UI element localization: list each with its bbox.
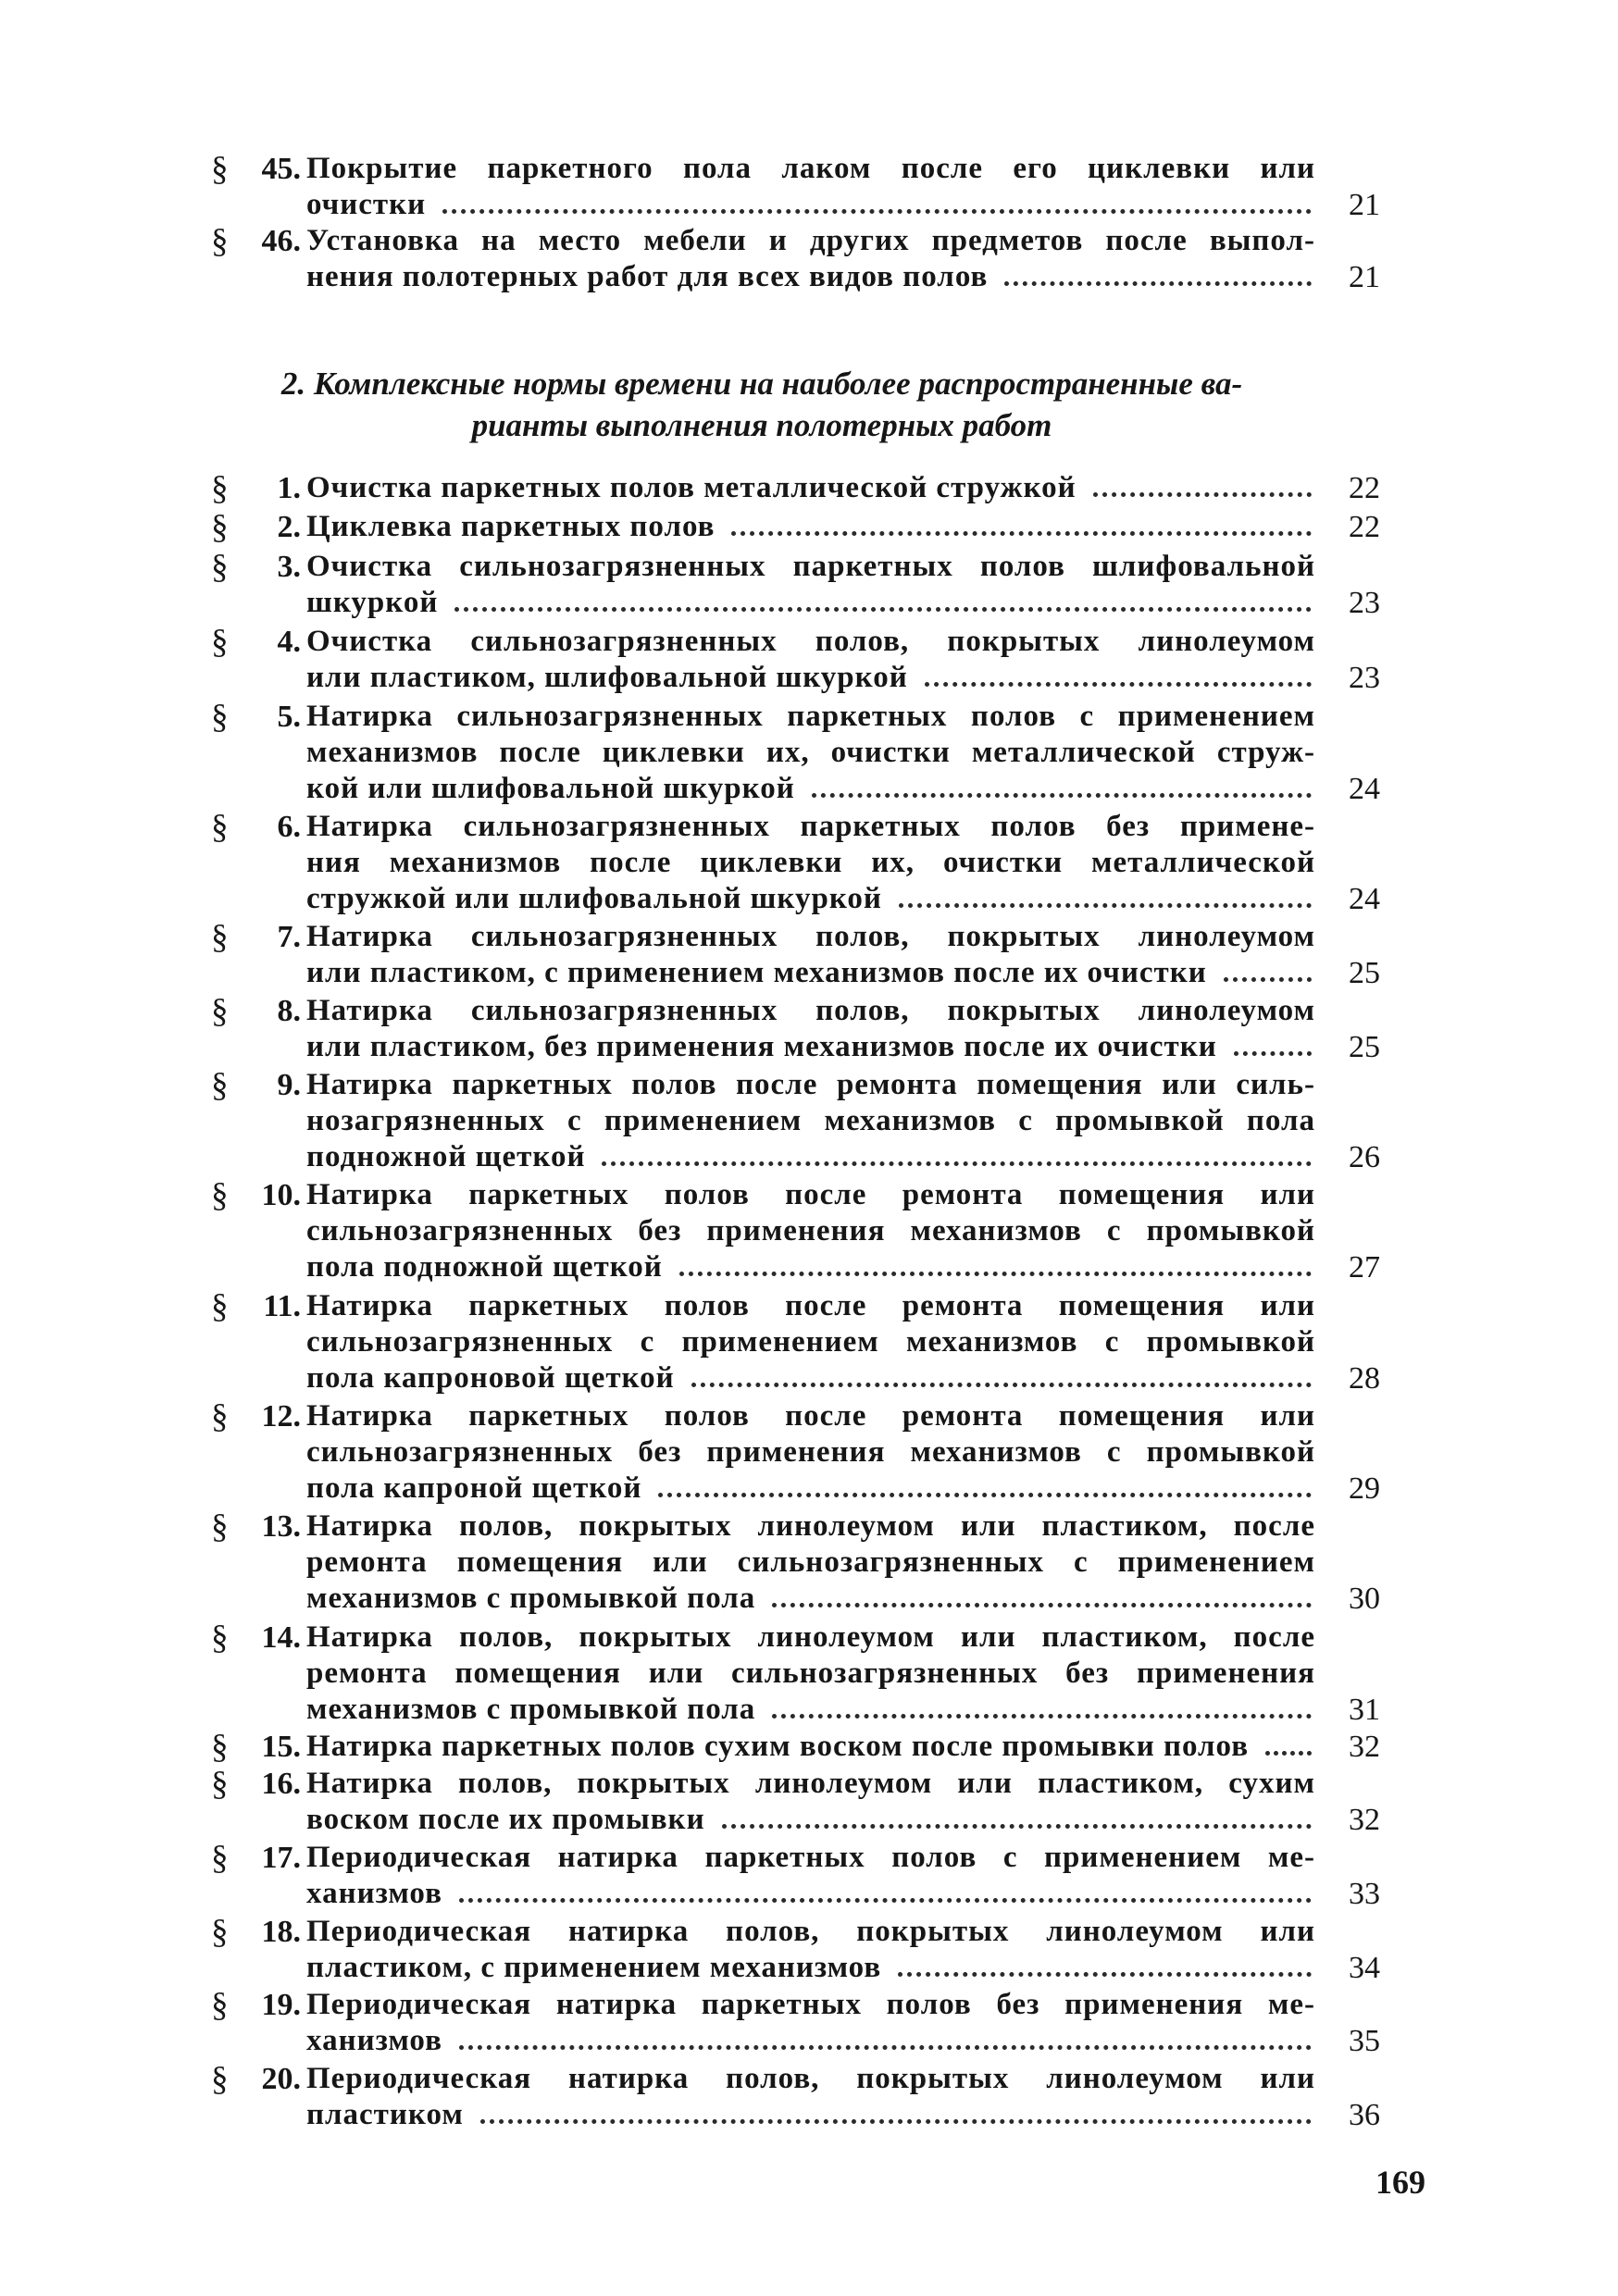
entry-title-last-line bbox=[306, 2023, 1315, 2059]
section-heading-line: 2. Комплексные нормы времени на наиболее распространенные ва- bbox=[280, 366, 1243, 402]
entry-number: 9. bbox=[277, 1068, 301, 1102]
entry-title-last-line bbox=[306, 771, 1315, 807]
dot-leader bbox=[1093, 492, 1312, 497]
section-sign: § bbox=[211, 150, 229, 188]
dot-leader bbox=[731, 531, 1312, 536]
entry-title-line: подножной щеткой bbox=[306, 1140, 586, 1173]
entry-title-last-line bbox=[306, 2097, 1315, 2133]
entry-title-line: механизмов с промывкой пола bbox=[306, 1693, 756, 1726]
entry-title-line: шкуркой bbox=[306, 586, 439, 619]
section-sign: § bbox=[211, 222, 229, 260]
section-heading-line: рианты выполнения полотерных работ bbox=[471, 407, 1052, 443]
entry-title-last-line bbox=[306, 1581, 1315, 1617]
entry-title-last-line bbox=[306, 660, 1315, 696]
entry-title-last-line bbox=[306, 585, 1315, 621]
entry-title-line: Натирка сильнозагрязненных паркетных полов без примене- bbox=[306, 810, 1315, 843]
toc-entry[interactable] bbox=[211, 1620, 1414, 1728]
toc-entry[interactable] bbox=[211, 1508, 1414, 1617]
entry-title bbox=[306, 919, 1315, 991]
entry-title bbox=[306, 1729, 1315, 1765]
dot-leader bbox=[1265, 1751, 1312, 1756]
entry-page-number: 23 bbox=[1349, 661, 1380, 695]
entry-page-number: 25 bbox=[1349, 1030, 1380, 1064]
entry-title-last-line bbox=[306, 1249, 1315, 1285]
entry-page-number: 24 bbox=[1349, 772, 1380, 806]
entry-page-number: 24 bbox=[1349, 882, 1380, 916]
entry-title bbox=[306, 1288, 1315, 1396]
dot-leader bbox=[454, 607, 1312, 612]
entry-title-last-line bbox=[306, 509, 1315, 545]
entry-number: 14. bbox=[261, 1620, 301, 1655]
dot-leader bbox=[459, 2045, 1312, 2050]
dot-leader bbox=[772, 1714, 1312, 1719]
entry-number: 45. bbox=[261, 152, 301, 186]
entry-number: 2. bbox=[277, 510, 301, 544]
section-sign: § bbox=[211, 1913, 229, 1951]
entry-title bbox=[306, 1508, 1315, 1617]
entry-title-line: нения полотерных работ для всех видов полов bbox=[306, 260, 989, 293]
entry-title-last-line bbox=[306, 881, 1315, 917]
dot-leader bbox=[691, 1383, 1312, 1387]
entry-page-number: 21 bbox=[1349, 260, 1380, 294]
section-sign: § bbox=[211, 1728, 229, 1766]
section-sign: § bbox=[211, 623, 229, 661]
toc-entry[interactable] bbox=[211, 509, 1414, 545]
entry-title-last-line bbox=[306, 259, 1315, 295]
entry-title-line: Очистка сильнозагрязненных паркетных полов шлифовальной bbox=[306, 550, 1315, 583]
entry-page-number: 36 bbox=[1349, 2098, 1380, 2132]
entry-title-line: ремонта помещения или сильнозагрязненных без применения bbox=[306, 1657, 1315, 1690]
entry-number: 7. bbox=[277, 920, 301, 954]
dot-leader bbox=[812, 793, 1312, 798]
entry-title-line: Очистка сильнозагрязненных полов, покрытых линолеумом bbox=[306, 625, 1315, 658]
dot-leader bbox=[679, 1272, 1312, 1276]
section-sign: § bbox=[211, 1765, 229, 1803]
section-sign: § bbox=[211, 469, 229, 507]
dot-leader bbox=[602, 1161, 1312, 1166]
entry-title bbox=[306, 1620, 1315, 1728]
entry-title-line: Натирка сильнозагрязненных полов, покрытых линолеумом bbox=[306, 994, 1315, 1027]
section-sign: § bbox=[211, 992, 229, 1030]
toc-entry[interactable] bbox=[211, 1398, 1414, 1507]
entry-title-last-line bbox=[306, 1950, 1315, 1986]
entry-page-number: 32 bbox=[1349, 1803, 1380, 1837]
entry-number: 20. bbox=[261, 2062, 301, 2096]
entry-title bbox=[306, 1766, 1315, 1838]
entry-title-line: сильнозагрязненных с применением механизмов с промывкой bbox=[306, 1325, 1315, 1359]
entry-title bbox=[306, 699, 1315, 807]
toc-entry[interactable] bbox=[211, 624, 1414, 696]
section-sign: § bbox=[211, 1287, 229, 1325]
entry-title-last-line bbox=[306, 470, 1315, 506]
section-sign: § bbox=[211, 1508, 229, 1545]
entry-title-last-line bbox=[306, 1471, 1315, 1507]
entry-page-number: 25 bbox=[1349, 956, 1380, 990]
entry-title-line: Покрытие паркетного пола лаком после его циклевки или bbox=[306, 152, 1315, 185]
entry-title-line: Натирка полов, покрытых линолеумом или пластиком, после bbox=[306, 1620, 1315, 1654]
entry-title-line: ханизмов bbox=[306, 2024, 442, 2057]
section-sign: § bbox=[211, 1619, 229, 1657]
entry-title bbox=[306, 1987, 1315, 2059]
entry-page-number: 32 bbox=[1349, 1730, 1380, 1764]
entry-title-line: Натирка полов, покрытых линолеумом или пластиком, сухим bbox=[306, 1767, 1315, 1800]
entry-number: 13. bbox=[261, 1509, 301, 1544]
entry-title-last-line bbox=[306, 1876, 1315, 1912]
entry-number: 11. bbox=[263, 1289, 301, 1323]
toc-entry[interactable] bbox=[211, 1766, 1414, 1838]
section-sign: § bbox=[211, 698, 229, 736]
entry-page-number: 28 bbox=[1349, 1361, 1380, 1396]
entry-title bbox=[306, 1177, 1315, 1285]
section-sign: § bbox=[211, 808, 229, 846]
entry-title-last-line bbox=[306, 1692, 1315, 1728]
entry-title-line: Циклевка паркетных полов bbox=[306, 510, 716, 543]
section-sign: § bbox=[211, 1397, 229, 1435]
entry-title bbox=[306, 624, 1315, 696]
entry-title-line: Натирка паркетных полов после ремонта помещения или bbox=[306, 1178, 1315, 1211]
entry-title bbox=[306, 1398, 1315, 1507]
entry-title-line: пола капроной щеткой bbox=[306, 1471, 642, 1505]
entry-title-line: Установка на место мебели и других предметов после выпол- bbox=[306, 224, 1315, 257]
dot-leader bbox=[899, 903, 1312, 908]
entry-page-number: 23 bbox=[1349, 586, 1380, 620]
dot-leader bbox=[459, 1898, 1312, 1903]
entry-page-number: 27 bbox=[1349, 1250, 1380, 1285]
entry-title-last-line bbox=[306, 955, 1315, 991]
entry-number: 12. bbox=[261, 1399, 301, 1433]
dot-leader bbox=[1234, 1051, 1312, 1056]
dot-leader bbox=[658, 1493, 1312, 1497]
entry-number: 18. bbox=[261, 1915, 301, 1949]
section-sign: § bbox=[211, 1839, 229, 1877]
toc-entry[interactable] bbox=[211, 470, 1414, 506]
entry-title-line: механизмов после циклевки их, очистки металлической струж- bbox=[306, 736, 1315, 769]
dot-leader bbox=[722, 1824, 1312, 1829]
entry-number: 15. bbox=[261, 1730, 301, 1764]
entry-title-line: стружкой или шлифовальной шкуркой bbox=[306, 882, 882, 915]
entry-title-last-line bbox=[306, 1802, 1315, 1838]
entry-number: 8. bbox=[277, 994, 301, 1028]
entry-title-line: пластиком bbox=[306, 2098, 464, 2131]
entry-title bbox=[306, 993, 1315, 1065]
entry-title-line: Натирка паркетных полов после ремонта помещения или bbox=[306, 1399, 1315, 1433]
entry-title-line: Натирка сильнозагрязненных паркетных полов с применением bbox=[306, 700, 1315, 733]
entry-number: 10. bbox=[261, 1178, 301, 1212]
section-heading bbox=[211, 363, 1313, 446]
dot-leader bbox=[1004, 281, 1312, 286]
entry-title-line: очистки bbox=[306, 188, 427, 221]
entry-title-line: пластиком, с применением механизмов bbox=[306, 1951, 882, 1984]
entry-title bbox=[306, 509, 1315, 545]
toc-entry[interactable] bbox=[211, 223, 1414, 295]
entry-number: 5. bbox=[277, 700, 301, 734]
section-sign: § bbox=[211, 2060, 229, 2098]
entry-title-line: или пластиком, с применением механизмов после их очистки bbox=[306, 956, 1207, 989]
dot-leader bbox=[480, 2119, 1312, 2124]
dot-leader bbox=[1224, 977, 1312, 982]
toc-entry[interactable] bbox=[211, 919, 1414, 991]
toc-entry[interactable] bbox=[211, 1177, 1414, 1285]
toc-entry[interactable] bbox=[211, 1729, 1414, 1765]
entry-page-number: 22 bbox=[1349, 471, 1380, 505]
entry-title-last-line bbox=[306, 1729, 1315, 1765]
entry-title bbox=[306, 549, 1315, 621]
entry-title-line: Периодическая натирка полов, покрытых линолеумом или bbox=[306, 1915, 1315, 1948]
entry-title-line: ния механизмов после циклевки их, очистки металлической bbox=[306, 846, 1315, 879]
toc-entry[interactable] bbox=[211, 809, 1414, 917]
entry-title-line: ремонта помещения или сильнозагрязненных с применением bbox=[306, 1545, 1315, 1579]
entry-page-number: 34 bbox=[1349, 1951, 1380, 1985]
toc-entry[interactable] bbox=[211, 1840, 1414, 1912]
entry-title-line: пола капроновой щеткой bbox=[306, 1361, 675, 1395]
entry-page-number: 22 bbox=[1349, 510, 1380, 544]
entry-title-last-line bbox=[306, 1360, 1315, 1396]
entry-title-line: Натирка сильнозагрязненных полов, покрытых линолеумом bbox=[306, 920, 1315, 953]
entry-title-last-line bbox=[306, 1139, 1315, 1175]
entry-title-line: сильнозагрязненных без применения механизмов с промывкой bbox=[306, 1435, 1315, 1469]
page-number: 169 bbox=[1375, 2164, 1425, 2201]
entry-title bbox=[306, 223, 1315, 295]
toc-entry[interactable] bbox=[211, 1067, 1414, 1175]
entry-title bbox=[306, 1914, 1315, 1986]
entry-title bbox=[306, 1840, 1315, 1912]
entry-title-line: Периодическая натирка паркетных полов с применением ме- bbox=[306, 1841, 1315, 1874]
toc-entry[interactable] bbox=[211, 1288, 1414, 1396]
entry-title-line: или пластиком, без применения механизмов после их очистки bbox=[306, 1030, 1217, 1063]
entry-number: 6. bbox=[277, 810, 301, 844]
entry-title-last-line bbox=[306, 187, 1315, 223]
entry-title-line: Периодическая натирка полов, покрытых линолеумом или bbox=[306, 2062, 1315, 2095]
entry-title-line: нозагрязненных с применением механизмов с промывкой пола bbox=[306, 1104, 1315, 1137]
toc-entry[interactable] bbox=[211, 1987, 1414, 2059]
entry-title-line: Натирка полов, покрытых линолеумом или пластиком, после bbox=[306, 1509, 1315, 1543]
entry-number: 17. bbox=[261, 1841, 301, 1875]
entry-number: 1. bbox=[277, 471, 301, 505]
entry-title-line: механизмов с промывкой пола bbox=[306, 1582, 756, 1615]
entry-page-number: 30 bbox=[1349, 1582, 1380, 1616]
entry-page-number: 31 bbox=[1349, 1693, 1380, 1727]
toc-entry[interactable] bbox=[211, 151, 1414, 223]
toc-entry[interactable] bbox=[211, 2061, 1414, 2133]
entry-title-line: или пластиком, шлифовальной шкуркой bbox=[306, 661, 908, 694]
section-sign: § bbox=[211, 918, 229, 956]
section-sign: § bbox=[211, 1986, 229, 2024]
section-sign: § bbox=[211, 1176, 229, 1214]
entry-number: 16. bbox=[261, 1767, 301, 1801]
entry-title-line: Натирка паркетных полов после ремонта помещения или bbox=[306, 1289, 1315, 1322]
entry-page-number: 26 bbox=[1349, 1140, 1380, 1174]
entry-title bbox=[306, 1067, 1315, 1175]
section-sign: § bbox=[211, 508, 229, 546]
entry-title-line: Натирка паркетных полов после ремонта помещения или силь- bbox=[306, 1068, 1315, 1101]
entry-page-number: 35 bbox=[1349, 2024, 1380, 2058]
toc-entry[interactable] bbox=[211, 993, 1414, 1065]
entry-number: 3. bbox=[277, 550, 301, 584]
entry-page-number: 29 bbox=[1349, 1471, 1380, 1506]
dot-leader bbox=[925, 682, 1312, 687]
entry-page-number: 33 bbox=[1349, 1877, 1380, 1911]
entry-page-number: 21 bbox=[1349, 188, 1380, 222]
entry-title bbox=[306, 2061, 1315, 2133]
entry-title-line: пола подножной щеткой bbox=[306, 1250, 663, 1284]
entry-title-last-line bbox=[306, 1029, 1315, 1065]
entry-title bbox=[306, 151, 1315, 223]
entry-title bbox=[306, 809, 1315, 917]
dot-leader bbox=[442, 209, 1312, 214]
entry-title-line: кой или шлифовальной шкуркой bbox=[306, 772, 795, 805]
dot-leader bbox=[772, 1603, 1312, 1607]
entry-title bbox=[306, 470, 1315, 506]
toc-entry[interactable] bbox=[211, 699, 1414, 807]
section-sign: § bbox=[211, 1066, 229, 1104]
entry-title-line: Очистка паркетных полов металлической стружкой bbox=[306, 471, 1077, 504]
toc-entry[interactable] bbox=[211, 1914, 1414, 1986]
entry-number: 4. bbox=[277, 625, 301, 659]
dot-leader bbox=[898, 1972, 1312, 1977]
entry-title-line: Периодическая натирка паркетных полов без применения ме- bbox=[306, 1988, 1315, 2021]
entry-title-line: Натирка паркетных полов сухим воском после промывки полов bbox=[306, 1730, 1250, 1763]
entry-title-line: воском после их промывки bbox=[306, 1803, 705, 1836]
toc-entry[interactable] bbox=[211, 549, 1414, 621]
entry-number: 19. bbox=[261, 1988, 301, 2022]
entry-title-line: сильнозагрязненных без применения механизмов с промывкой bbox=[306, 1214, 1315, 1247]
section-sign: § bbox=[211, 548, 229, 586]
entry-number: 46. bbox=[261, 224, 301, 258]
entry-title-line: ханизмов bbox=[306, 1877, 442, 1910]
